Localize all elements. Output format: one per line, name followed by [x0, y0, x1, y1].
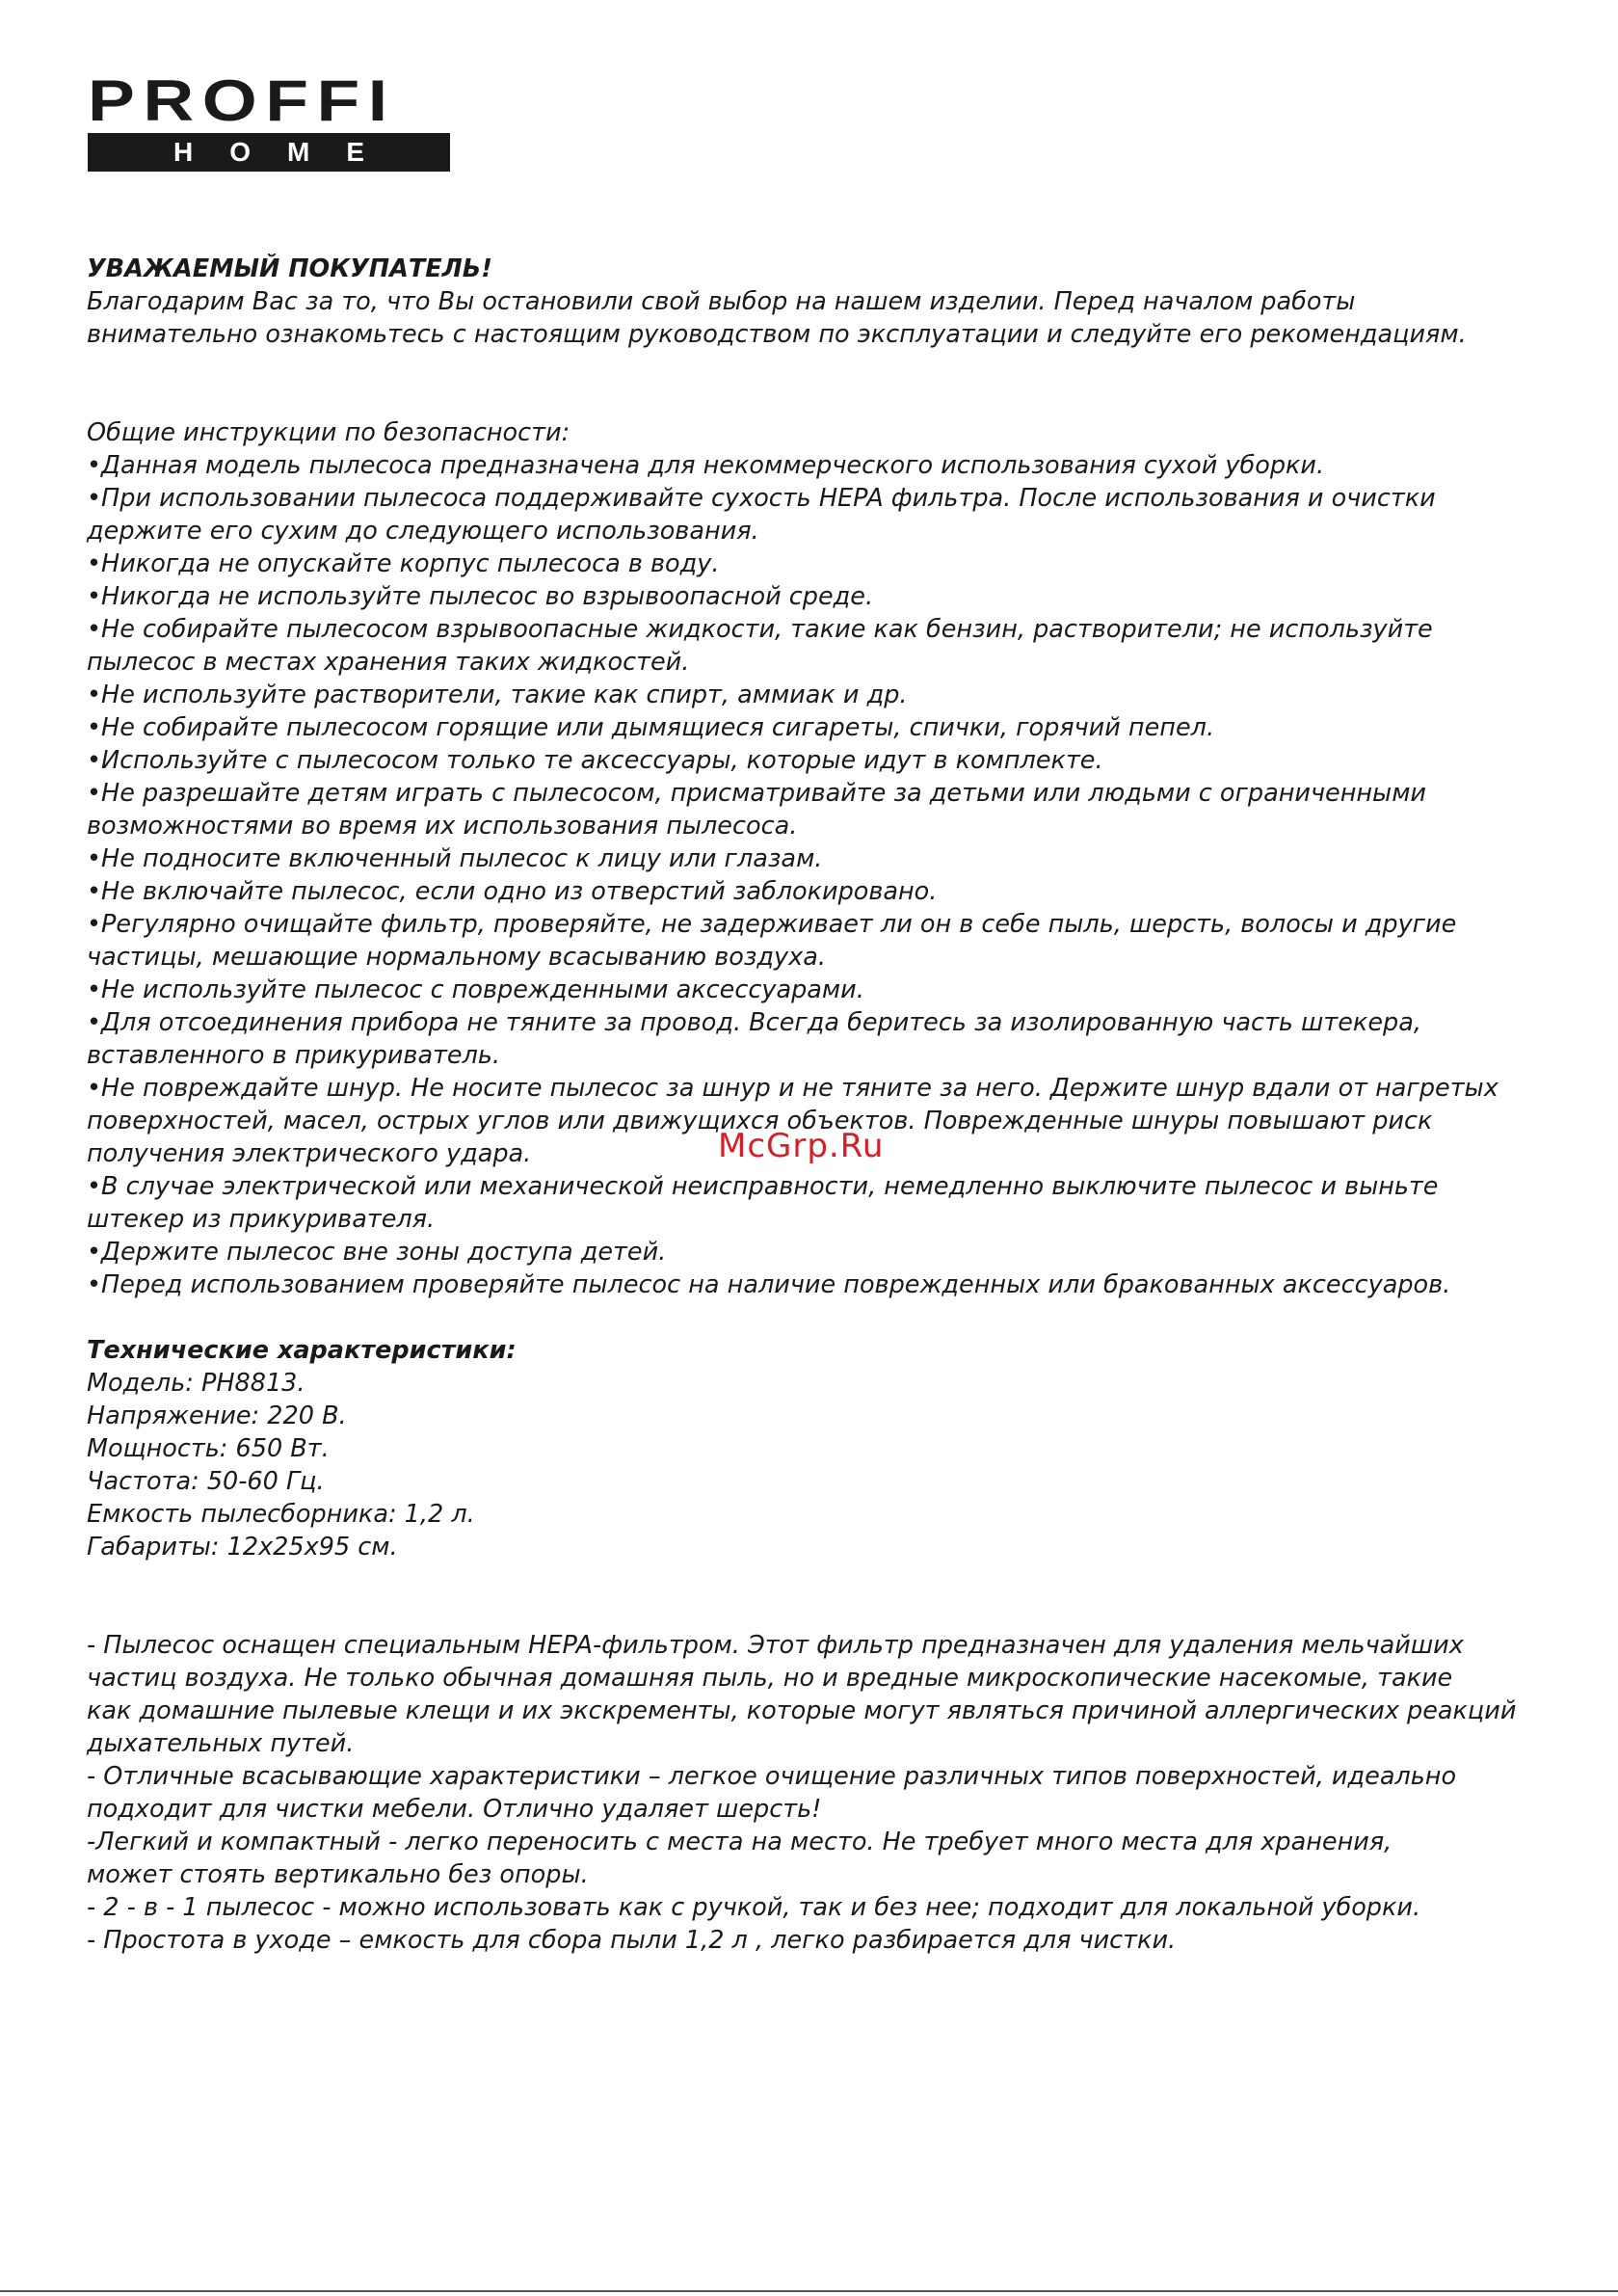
safety-section	[87, 416, 1590, 1301]
spec-line: Напряжение: 220 В.	[87, 1402, 347, 1430]
safety-line: •Не включайте пылесос, если одно из отверстий заблокировано.	[87, 877, 938, 906]
feature-line: - Простота в уходе – емкость для сбора пыли 1,2 л , легко разбирается для чистки.	[87, 1926, 1177, 1955]
safety-line: •Не собирайте пылесосом взрывоопасные жидкости, такие как бензин, растворители; не используйте	[87, 615, 1433, 644]
safety-line: возможностями во время их использования пылесоса.	[87, 812, 798, 841]
spec-line: Емкость пылесборника: 1,2 л.	[87, 1500, 475, 1529]
feature-line: - Пылесос оснащен специальным HEPA-фильтром. Этот фильтр предназначен для удаления мельчайших	[87, 1631, 1464, 1660]
watermark: McGrp.Ru	[718, 1127, 885, 1165]
safety-line: вставленного в прикуриватель.	[87, 1041, 501, 1070]
safety-line: •Не подносите включенный пылесос к лицу или глазам.	[87, 844, 823, 873]
safety-line: •Не используйте пылесос с поврежденными аксессуарами.	[87, 975, 864, 1004]
greeting-line: Благодарим Вас за то, что Вы остановили свой выбор на нашем изделии. Перед началом работы	[87, 287, 1356, 316]
safety-line: •Не разрешайте детям играть с пылесосом, присматривайте за детьми или людьми с ограниченными	[87, 779, 1426, 808]
greeting-line: внимательно ознакомьтесь с настоящим руководством по эксплуатации и следуйте его рекомендациям.	[87, 320, 1467, 349]
safety-line: •Не повреждайте шнур. Не носите пылесос за шнур и не тяните за него. Держите шнур вдали от нагретых	[87, 1074, 1499, 1103]
feature-line: дыхательных путей.	[87, 1729, 355, 1758]
safety-line: •Держите пылесос вне зоны доступа детей.	[87, 1238, 667, 1267]
spec-line: Частота: 50-60 Гц.	[87, 1467, 325, 1496]
brand-name: PROFFI	[88, 68, 396, 133]
safety-line: штекер из прикуривателя.	[87, 1205, 436, 1234]
feature-line: частиц воздуха. Не только обычная домашняя пыль, но и вредные микроскопические насекомые, такие	[87, 1664, 1453, 1693]
greeting-title: УВАЖАЕМЫЙ ПОКУПАТЕЛЬ!	[87, 254, 492, 283]
safety-line: •Данная модель пылесоса предназначена для некоммерческого использования сухой уборки.	[87, 451, 1325, 480]
specs-title: Технические характеристики:	[87, 1336, 517, 1365]
safety-line: пылесос в местах хранения таких жидкостей.	[87, 648, 690, 677]
safety-line: •В случае электрической или механической неисправности, немедленно выключите пылесос и выньте	[87, 1172, 1439, 1201]
spec-line: Мощность: 650 Вт.	[87, 1434, 330, 1463]
feature-line: - 2 - в - 1 пылесос - можно использовать как с ручкой, так и без нее; подходит для локальной уборки.	[87, 1893, 1421, 1922]
safety-line: держите его сухим до следующего использования.	[87, 517, 759, 546]
specs-section	[87, 1334, 1590, 1563]
safety-line: •Перед использованием проверяйте пылесос на наличие поврежденных или бракованных аксессуаров.	[87, 1270, 1451, 1299]
safety-line: •Используйте с пылесосом только те аксессуары, которые идут в комплекте.	[87, 746, 1103, 775]
feature-line: как домашние пылевые клещи и их экскременты, которые могут являться причиной аллергических реакций	[87, 1696, 1517, 1725]
safety-line: получения электрического удара.	[87, 1139, 532, 1168]
feature-line: подходит для чистки мебели. Отлично удаляет шерсть!	[87, 1795, 822, 1824]
spec-line: Габариты: 12х25х95 см.	[87, 1533, 398, 1562]
safety-line: частицы, мешающие нормальному всасыванию воздуха.	[87, 943, 826, 972]
feature-line: может стоять вертикально без опоры.	[87, 1860, 589, 1889]
safety-line: •Не собирайте пылесосом горящие или дымящиеся сигареты, спички, горячий пепел.	[87, 713, 1215, 742]
spec-line: Модель: PH8813.	[87, 1369, 305, 1398]
safety-line: •При использовании пылесоса поддерживайте сухость HEPA фильтра. После использования и очистки	[87, 484, 1436, 513]
safety-line: •Никогда не используйте пылесос во взрывоопасной среде.	[87, 582, 874, 611]
feature-line: - Отличные всасывающие характеристики – легкое очищение различных типов поверхностей, идеально	[87, 1762, 1457, 1791]
features-section	[87, 1629, 1590, 1957]
safety-line: •Для отсоединения прибора не тяните за провод. Всегда беритесь за изолированную часть штекера,	[87, 1008, 1421, 1037]
safety-line: •Не используйте растворители, такие как спирт, аммиак и др.	[87, 681, 908, 709]
feature-line: -Легкий и компактный - легко переносить с места на место. Не требует много места для хранения,	[87, 1828, 1393, 1856]
safety-title: Общие инструкции по безопасности:	[87, 418, 570, 447]
safety-line: •Регулярно очищайте фильтр, проверяйте, не задерживает ли он в себе пыль, шерсть, волосы и другие	[87, 910, 1457, 939]
brand-logo	[88, 68, 450, 172]
brand-sub: HOME	[88, 133, 450, 172]
safety-line: •Никогда не опускайте корпус пылесоса в воду.	[87, 549, 720, 578]
safety-line: поверхностей, масел, острых углов или движущихся объектов. Поврежденные шнуры повышают риск	[87, 1107, 1433, 1135]
greeting-section	[87, 253, 1590, 351]
page-bottom-divider	[0, 2290, 1618, 2292]
